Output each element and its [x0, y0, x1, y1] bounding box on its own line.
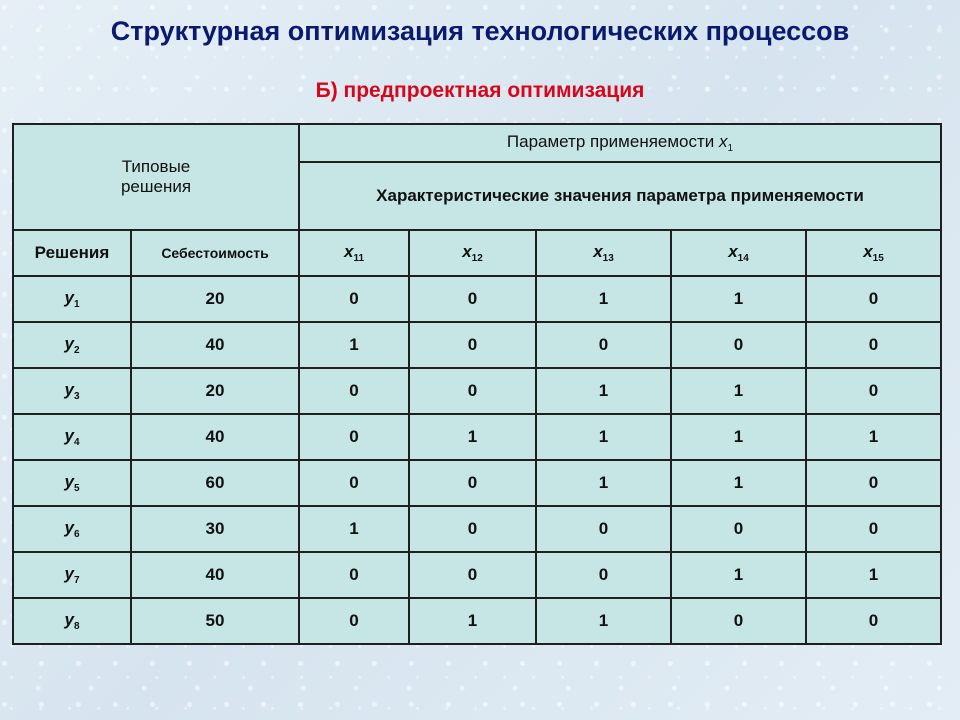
solution-sub: 2: [73, 345, 80, 356]
cost-cell: 60: [131, 460, 299, 506]
table-row: [13, 506, 941, 552]
col-header-sub: 11: [353, 253, 365, 264]
solution-var: y: [64, 610, 74, 629]
value-cell: 0: [409, 552, 536, 598]
solutions-table: [12, 123, 942, 645]
table-row: [13, 414, 941, 460]
value-cell: 0: [671, 322, 806, 368]
value-cell: 0: [806, 460, 941, 506]
value-cell: 1: [299, 322, 409, 368]
value-cell: 0: [409, 322, 536, 368]
value-cell: 1: [671, 414, 806, 460]
col-header-x12: [409, 230, 536, 276]
solution-sub: 8: [73, 621, 80, 632]
value-cell: 0: [806, 506, 941, 552]
solution-cell: [13, 506, 131, 552]
col-header-sub: 13: [602, 253, 614, 264]
table-row: [13, 322, 941, 368]
cost-cell: 40: [131, 414, 299, 460]
solution-cell: [13, 552, 131, 598]
solution-var: y: [64, 564, 74, 583]
solution-sub: 6: [73, 529, 80, 540]
value-cell: 1: [536, 598, 671, 644]
value-cell: 0: [299, 276, 409, 322]
solution-var: y: [64, 380, 74, 399]
cost-cell: 30: [131, 506, 299, 552]
param-header-sub: 1: [727, 143, 734, 154]
table-row: [13, 552, 941, 598]
col-header-x15: [806, 230, 941, 276]
solution-var: y: [64, 472, 74, 491]
value-cell: 1: [671, 276, 806, 322]
value-cell: 0: [806, 322, 941, 368]
value-cell: 1: [671, 460, 806, 506]
solution-var: y: [64, 518, 74, 537]
table-row: [13, 276, 941, 322]
value-cell: 1: [536, 368, 671, 414]
value-cell: 0: [299, 368, 409, 414]
char-values-header-cell: [299, 162, 941, 230]
solution-cell: [13, 276, 131, 322]
value-cell: 0: [409, 276, 536, 322]
table-row: [13, 460, 941, 506]
solution-sub: 5: [73, 483, 80, 494]
value-cell: 0: [299, 460, 409, 506]
value-cell: 0: [806, 598, 941, 644]
value-cell: 1: [806, 552, 941, 598]
value-cell: 1: [409, 598, 536, 644]
value-cell: 0: [299, 552, 409, 598]
value-cell: 1: [536, 414, 671, 460]
corner-header-cell: [13, 124, 299, 230]
value-cell: 0: [806, 276, 941, 322]
col-header-x14: [671, 230, 806, 276]
table-row: [13, 368, 941, 414]
value-cell: 0: [409, 506, 536, 552]
cost-cell: 40: [131, 552, 299, 598]
value-cell: 1: [409, 414, 536, 460]
value-cell: 0: [536, 322, 671, 368]
solution-sub: 4: [73, 437, 80, 448]
cost-cell: 40: [131, 322, 299, 368]
col-header-sub: 15: [872, 253, 884, 264]
col-header-cost: Себестоимость: [131, 230, 299, 276]
solution-var: y: [64, 426, 74, 445]
col-header-x11: [299, 230, 409, 276]
solution-cell: [13, 460, 131, 506]
col-header-var: x: [863, 242, 873, 261]
param-header-var: x: [719, 132, 728, 151]
solution-sub: 3: [73, 391, 80, 402]
param-header-cell: [299, 124, 941, 162]
cost-cell: 50: [131, 598, 299, 644]
col-header-var: x: [728, 242, 738, 261]
cost-cell: 20: [131, 368, 299, 414]
value-cell: 0: [409, 368, 536, 414]
page-title: Структурная оптимизация технологических процессов: [110, 16, 850, 46]
value-cell: 0: [299, 598, 409, 644]
solution-var: y: [64, 334, 74, 353]
value-cell: 0: [536, 506, 671, 552]
value-cell: 1: [671, 552, 806, 598]
solution-cell: [13, 322, 131, 368]
solution-var: y: [64, 288, 74, 307]
value-cell: 0: [671, 598, 806, 644]
cost-cell: 20: [131, 276, 299, 322]
corner-header-line2: решения: [120, 177, 192, 196]
value-cell: 0: [409, 460, 536, 506]
col-header-var: x: [462, 242, 472, 261]
value-cell: 1: [536, 276, 671, 322]
param-header-label: Параметр применяемости: [506, 132, 715, 151]
page-subtitle: Б) предпроектная оптимизация: [315, 79, 645, 102]
col-header-sub: 12: [471, 253, 483, 264]
col-header-sub: 14: [737, 253, 749, 264]
value-cell: 0: [671, 506, 806, 552]
value-cell: 0: [806, 368, 941, 414]
value-cell: 1: [671, 368, 806, 414]
value-cell: 0: [299, 414, 409, 460]
value-cell: 1: [536, 460, 671, 506]
col-header-var: x: [593, 242, 603, 261]
solution-cell: [13, 414, 131, 460]
char-values-header-label: Характеристические значения параметра применяемости: [376, 186, 864, 205]
table-row: [13, 598, 941, 644]
col-header-x13: [536, 230, 671, 276]
corner-header-line1: Типовые: [121, 157, 191, 176]
value-cell: 0: [536, 552, 671, 598]
solution-sub: 7: [73, 575, 80, 586]
solution-cell: [13, 598, 131, 644]
col-header-var: x: [343, 242, 354, 261]
col-header-solutions: Решения: [13, 230, 131, 276]
solution-sub: 1: [73, 299, 80, 310]
solution-cell: [13, 368, 131, 414]
value-cell: 1: [806, 414, 941, 460]
value-cell: 1: [299, 506, 409, 552]
